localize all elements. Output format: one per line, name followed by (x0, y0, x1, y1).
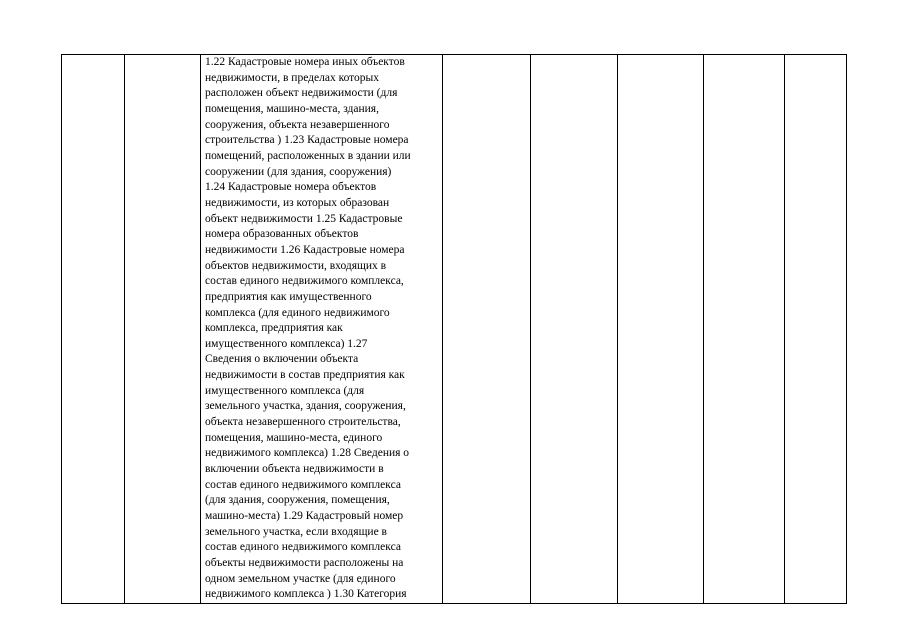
text-line: сооружения, объекта незавершенного (205, 118, 390, 131)
table-cell-col-4 (443, 55, 531, 604)
text-line: недвижимости в состав предприятия как (205, 369, 405, 382)
text-line: сооружении (для здания, сооружения) (205, 165, 392, 178)
text-line: Сведения о включении объекта (205, 353, 359, 366)
text-line: недвижимого комплекса ) 1.30 Категория (205, 588, 407, 601)
text-line: строительства ) 1.23 Кадастровые номера (205, 134, 409, 147)
text-line: имущественного комплекса) 1.27 (205, 337, 368, 350)
text-line: (для здания, сооружения, помещения, (205, 494, 390, 507)
text-line: расположен объект недвижимости (для (205, 87, 398, 100)
text-line: объект недвижимости 1.25 Кадастровые (205, 212, 403, 225)
text-line: объекта незавершенного строительства, (205, 416, 401, 429)
table-cell-col-6 (618, 55, 704, 604)
text-line: помещения, машино-места, здания, (205, 102, 379, 115)
text-line: 1.24 Кадастровые номера объектов (205, 181, 377, 194)
text-line: помещения, машино-места, единого (205, 431, 383, 444)
text-line: одном земельном участке (для единого (205, 572, 396, 585)
text-line: недвижимости, из которых образован (205, 196, 390, 209)
text-line: состав единого недвижимого комплекса (205, 541, 401, 554)
table-cell-col-2 (125, 55, 201, 604)
text-line: комплекса, предприятия как (205, 322, 343, 335)
text-line: объекты недвижимости расположены на (205, 557, 404, 569)
table-cell-col-8 (785, 55, 847, 604)
document-table (61, 54, 847, 604)
text-line: недвижимости, в пределах которых (205, 71, 380, 84)
text-line: номера образованных объектов (205, 228, 359, 241)
text-line: земельного участка, здания, сооружения, (205, 400, 406, 413)
text-line: объектов недвижимости, входящих в (205, 259, 387, 272)
table-cell-description (201, 55, 443, 604)
text-line: имущественного комплекса (для (205, 384, 365, 397)
text-line: состав единого недвижимого комплекса (205, 478, 401, 491)
text-line: машино-места) 1.29 Кадастровый номер (205, 510, 404, 523)
table-cell-col-1 (62, 55, 125, 604)
text-line: состав единого недвижимого комплекса, (205, 275, 404, 288)
table-cell-col-5 (531, 55, 618, 604)
text-line: помещений, расположенных в здании или (205, 149, 411, 162)
text-line: недвижимого комплекса) 1.28 Сведения о (205, 447, 410, 460)
text-line: земельного участка, если входящие в (205, 525, 387, 538)
text-line: 1.22 Кадастровые номера иных объектов (205, 56, 405, 68)
table-row (62, 55, 847, 604)
text-line: недвижимости 1.26 Кадастровые номера (205, 243, 405, 256)
text-line: предприятия как имущественного (205, 290, 372, 303)
table-cell-col-7 (704, 55, 785, 604)
text-line: включении объекта недвижимости в (205, 463, 384, 476)
text-line: комплекса (для единого недвижимого (205, 306, 390, 319)
